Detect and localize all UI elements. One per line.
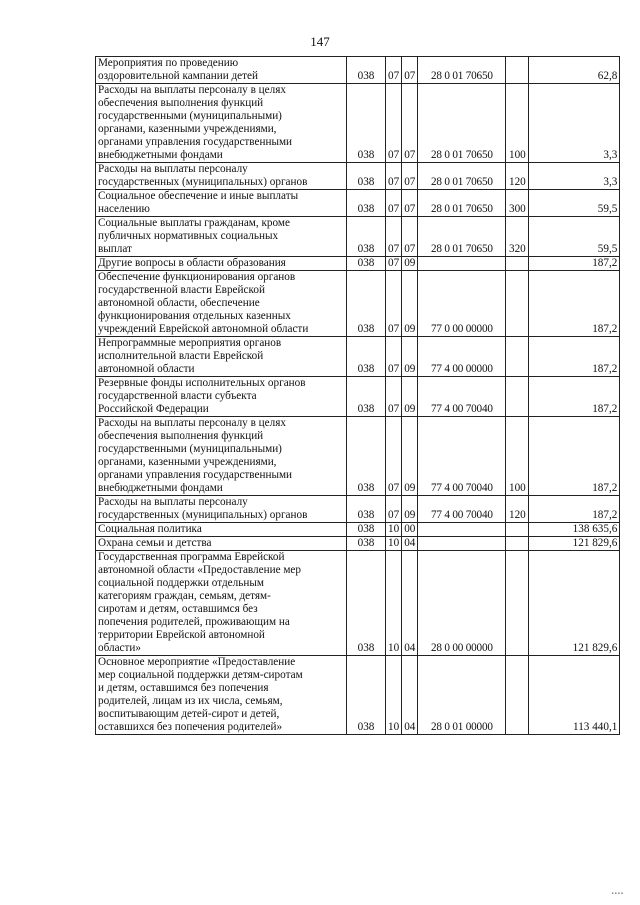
row-sum-cell: 121 829,6 <box>529 537 620 551</box>
row-expense-type-cell <box>506 537 529 551</box>
row-section-cell: 10 <box>386 551 402 656</box>
row-name-cell: Расходы на выплаты персоналу в целях обеспечения выполнения функций государственными (муниципальными) органами, казенными учреждениями, органами управления государственными внебюджетными фондами <box>96 84 347 163</box>
row-expense-type-cell <box>506 271 529 337</box>
row-sum-cell: 59,5 <box>529 217 620 257</box>
row-grbs-cell: 038 <box>347 84 386 163</box>
row-name-cell: Охрана семьи и детства <box>96 537 347 551</box>
row-grbs-cell: 038 <box>347 163 386 190</box>
row-sum-cell: 187,2 <box>529 377 620 417</box>
row-grbs-cell: 038 <box>347 656 386 735</box>
table-row <box>96 537 620 551</box>
row-subsection-cell: 07 <box>402 190 418 217</box>
row-name-cell: Основное мероприятие «Предоставление мер социальной поддержки детям-сиротам и детям, оставшимся без попечения родителей, лицам из их числа, семьям, воспитывающим детей-сирот и детей, оставшихся без попечения родителей» <box>96 656 347 735</box>
row-grbs-cell: 038 <box>347 537 386 551</box>
row-grbs-cell: 038 <box>347 257 386 271</box>
row-subsection-cell: 07 <box>402 163 418 190</box>
table-row <box>96 271 620 337</box>
row-target-article-cell: 77 4 00 70040 <box>418 417 506 496</box>
row-name-cell: Социальные выплаты гражданам, кроме публичных нормативных социальных выплат <box>96 217 347 257</box>
row-expense-type-cell <box>506 523 529 537</box>
row-expense-type-cell <box>506 257 529 271</box>
row-section-cell: 10 <box>386 537 402 551</box>
row-target-article-cell: 28 0 01 70650 <box>418 190 506 217</box>
row-section-cell: 07 <box>386 337 402 377</box>
row-section-cell: 07 <box>386 163 402 190</box>
table-row <box>96 337 620 377</box>
row-section-cell: 07 <box>386 57 402 84</box>
row-name-cell: Государственная программа Еврейской автономной области «Предоставление мер социальной поддержки отдельным категориям граждан, семьям, детям- сиротам и детям, оставшимся без попечения родителей, проживающим на территории Еврейской автономной области» <box>96 551 347 656</box>
row-section-cell: 10 <box>386 523 402 537</box>
row-name-cell: Резервные фонды исполнительных органов государственной власти субъекта Российской Федерации <box>96 377 347 417</box>
table-row <box>96 551 620 656</box>
row-subsection-cell: 04 <box>402 551 418 656</box>
table-row <box>96 523 620 537</box>
table-row <box>96 257 620 271</box>
row-sum-cell: 3,3 <box>529 84 620 163</box>
row-expense-type-cell <box>506 377 529 417</box>
row-sum-cell: 113 440,1 <box>529 656 620 735</box>
row-target-article-cell: 28 0 00 00000 <box>418 551 506 656</box>
row-target-article-cell: 77 4 00 70040 <box>418 377 506 417</box>
table-row <box>96 377 620 417</box>
row-target-article-cell <box>418 537 506 551</box>
table-row <box>96 190 620 217</box>
scan-mark: ▪▪▪▪ <box>611 891 624 897</box>
row-section-cell: 07 <box>386 84 402 163</box>
row-target-article-cell <box>418 257 506 271</box>
row-sum-cell: 62,8 <box>529 57 620 84</box>
row-target-article-cell: 28 0 01 70650 <box>418 163 506 190</box>
row-grbs-cell: 038 <box>347 377 386 417</box>
row-name-cell: Обеспечение функционирования органов государственной власти Еврейской автономной области, обеспечение функционирования отдельных казенных учреждений Еврейской автономной области <box>96 271 347 337</box>
row-section-cell: 07 <box>386 417 402 496</box>
row-sum-cell: 187,2 <box>529 417 620 496</box>
table-row <box>96 84 620 163</box>
row-expense-type-cell: 120 <box>506 496 529 523</box>
table-row <box>96 656 620 735</box>
row-name-cell: Другие вопросы в области образования <box>96 257 347 271</box>
row-sum-cell: 138 635,6 <box>529 523 620 537</box>
row-section-cell: 07 <box>386 190 402 217</box>
table-row <box>96 417 620 496</box>
table-row <box>96 163 620 190</box>
row-grbs-cell: 038 <box>347 551 386 656</box>
row-expense-type-cell <box>506 337 529 377</box>
row-expense-type-cell <box>506 656 529 735</box>
row-grbs-cell: 038 <box>347 271 386 337</box>
row-expense-type-cell <box>506 551 529 656</box>
table-row <box>96 217 620 257</box>
row-target-article-cell: 77 4 00 00000 <box>418 337 506 377</box>
row-section-cell: 10 <box>386 656 402 735</box>
row-subsection-cell: 00 <box>402 523 418 537</box>
row-name-cell: Мероприятия по проведению оздоровительной кампании детей <box>96 57 347 84</box>
row-expense-type-cell <box>506 57 529 84</box>
row-sum-cell: 187,2 <box>529 337 620 377</box>
row-grbs-cell: 038 <box>347 57 386 84</box>
table-row <box>96 496 620 523</box>
row-target-article-cell: 28 0 01 00000 <box>418 656 506 735</box>
row-sum-cell: 187,2 <box>529 257 620 271</box>
row-subsection-cell: 07 <box>402 217 418 257</box>
row-target-article-cell: 28 0 01 70650 <box>418 84 506 163</box>
row-section-cell: 07 <box>386 377 402 417</box>
row-subsection-cell: 04 <box>402 537 418 551</box>
row-expense-type-cell: 100 <box>506 84 529 163</box>
budget-table <box>95 56 620 735</box>
row-sum-cell: 187,2 <box>529 496 620 523</box>
row-section-cell: 07 <box>386 217 402 257</box>
row-sum-cell: 121 829,6 <box>529 551 620 656</box>
row-section-cell: 07 <box>386 271 402 337</box>
row-subsection-cell: 09 <box>402 257 418 271</box>
row-subsection-cell: 09 <box>402 337 418 377</box>
row-expense-type-cell: 120 <box>506 163 529 190</box>
row-section-cell: 07 <box>386 496 402 523</box>
row-grbs-cell: 038 <box>347 523 386 537</box>
row-target-article-cell: 77 0 00 00000 <box>418 271 506 337</box>
row-subsection-cell: 09 <box>402 377 418 417</box>
row-subsection-cell: 07 <box>402 57 418 84</box>
row-target-article-cell: 28 0 01 70650 <box>418 57 506 84</box>
row-sum-cell: 59,5 <box>529 190 620 217</box>
row-name-cell: Непрограммные мероприятия органов исполнительной власти Еврейской автономной области <box>96 337 347 377</box>
row-sum-cell: 3,3 <box>529 163 620 190</box>
row-expense-type-cell: 300 <box>506 190 529 217</box>
row-expense-type-cell: 100 <box>506 417 529 496</box>
row-name-cell: Социальное обеспечение и иные выплаты населению <box>96 190 347 217</box>
row-name-cell: Расходы на выплаты персоналу государственных (муниципальных) органов <box>96 496 347 523</box>
row-target-article-cell: 28 0 01 70650 <box>418 217 506 257</box>
row-subsection-cell: 09 <box>402 496 418 523</box>
row-subsection-cell: 09 <box>402 417 418 496</box>
row-name-cell: Расходы на выплаты персоналу государственных (муниципальных) органов <box>96 163 347 190</box>
row-subsection-cell: 07 <box>402 84 418 163</box>
table-row <box>96 57 620 84</box>
row-expense-type-cell: 320 <box>506 217 529 257</box>
row-subsection-cell: 04 <box>402 656 418 735</box>
row-grbs-cell: 038 <box>347 417 386 496</box>
row-name-cell: Социальная политика <box>96 523 347 537</box>
row-grbs-cell: 038 <box>347 337 386 377</box>
row-section-cell: 07 <box>386 257 402 271</box>
row-grbs-cell: 038 <box>347 217 386 257</box>
row-grbs-cell: 038 <box>347 190 386 217</box>
row-target-article-cell <box>418 523 506 537</box>
page-number: 147 <box>310 34 330 49</box>
row-target-article-cell: 77 4 00 70040 <box>418 496 506 523</box>
row-grbs-cell: 038 <box>347 496 386 523</box>
row-subsection-cell: 09 <box>402 271 418 337</box>
row-sum-cell: 187,2 <box>529 271 620 337</box>
row-name-cell: Расходы на выплаты персоналу в целях обеспечения выполнения функций государственными (муниципальными) органами, казенными учреждениями, органами управления государственными внебюджетными фондами <box>96 417 347 496</box>
